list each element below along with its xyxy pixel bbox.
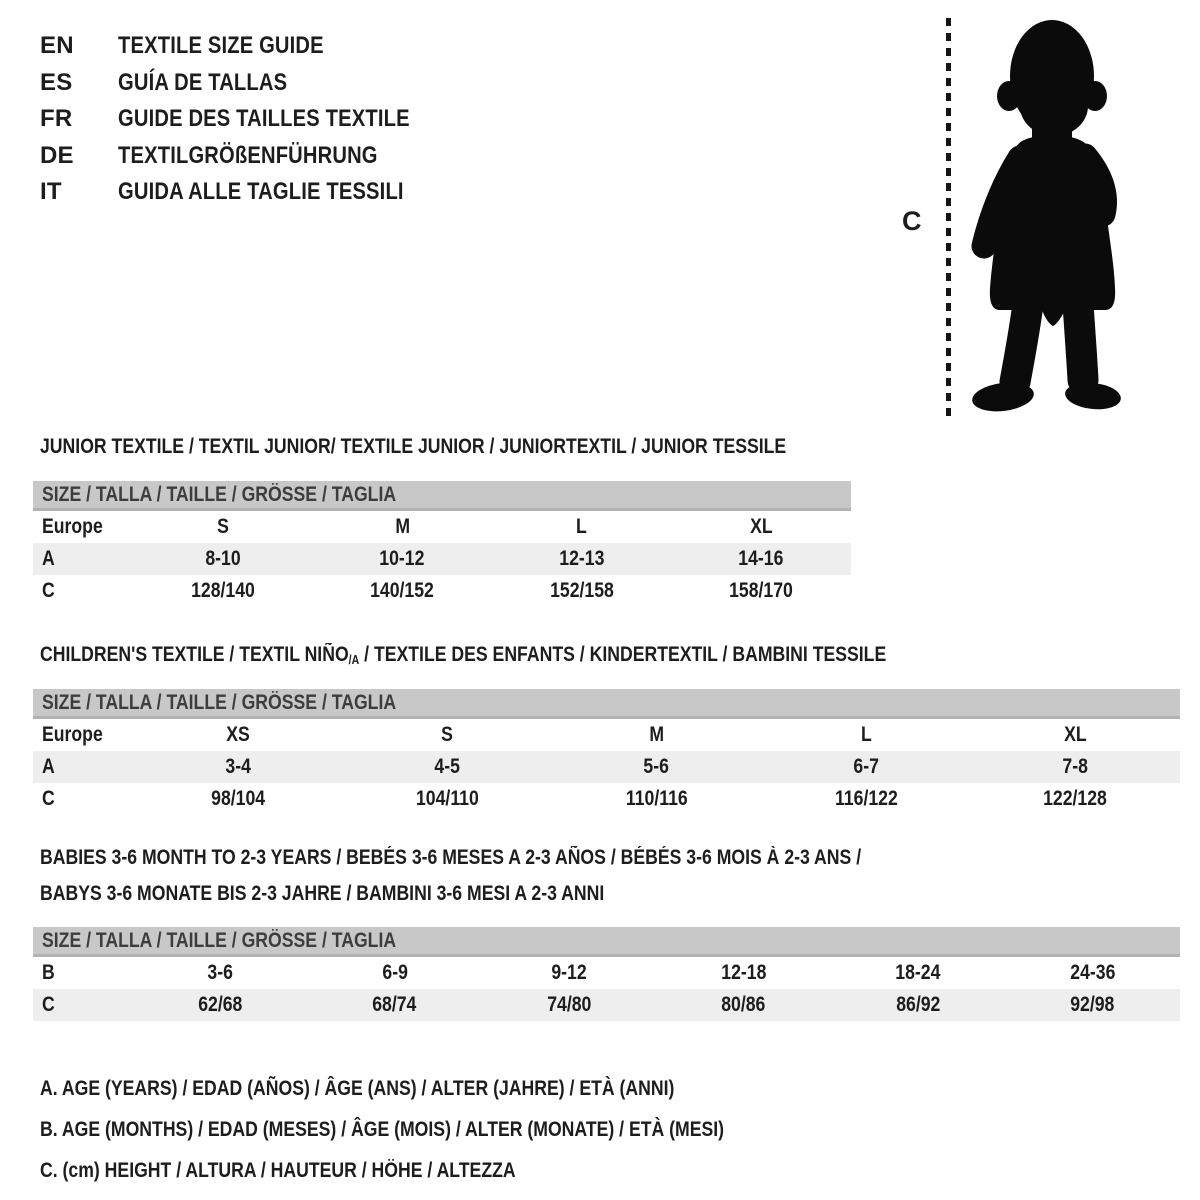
value-cell: 110/116 — [625, 787, 688, 810]
table-row-height — [33, 575, 851, 607]
language-title: TEXTILE SIZE GUIDE — [118, 32, 324, 59]
row-label-cell: Europe — [42, 515, 103, 538]
row-label-cell: A — [42, 547, 55, 570]
size-cell: L — [576, 515, 588, 538]
value-cell: 92/98 — [1070, 993, 1115, 1016]
language-row-es — [40, 65, 465, 102]
language-row-de — [40, 138, 465, 175]
value-cell: 62/68 — [198, 993, 243, 1016]
value-cell: 86/92 — [896, 993, 941, 1016]
value-cell: 158/170 — [729, 579, 794, 602]
language-list — [40, 28, 465, 211]
value-cell: 80/86 — [721, 993, 766, 1016]
value-cell: 74/80 — [547, 993, 592, 1016]
size-header-bar: SIZE / TALLA / TAILLE / GRÖSSE / TAGLIA — [33, 481, 851, 511]
size-header-bar: SIZE / TALLA / TAILLE / GRÖSSE / TAGLIA — [33, 689, 1180, 719]
children-size-table — [33, 689, 1180, 815]
row-label-cell: B — [42, 961, 55, 984]
value-cell: 9-12 — [551, 961, 587, 984]
size-cell: L — [860, 723, 872, 746]
value-cell: 24-36 — [1070, 961, 1116, 984]
row-label-cell: C — [42, 787, 55, 810]
table-row-age — [33, 543, 851, 575]
language-code: IT — [40, 178, 62, 205]
language-code: EN — [40, 32, 74, 59]
value-cell: 3-6 — [207, 961, 233, 984]
junior-section-title: JUNIOR TEXTILE / TEXTIL JUNIOR/ TEXTILE JUNIOR / JUNIORTEXTIL / JUNIOR TESSILE — [40, 435, 787, 458]
leg-left — [1015, 304, 1028, 382]
babies-section-title-line2: BABYS 3-6 MONATE BIS 2-3 JAHRE / BAMBINI 3-6 MESI A 2-3 ANNI — [40, 882, 605, 905]
language-row-en — [40, 28, 465, 65]
language-title: TEXTILGRÖßENFÜHRUNG — [118, 141, 378, 169]
value-cell: 12-18 — [721, 961, 767, 984]
legend-line-b: B. AGE (MONTHS) / EDAD (MESES) / ÂGE (MOIS) / ALTER (MONATE) / ETÀ (MESI) — [40, 1118, 725, 1141]
junior-size-table — [33, 481, 851, 607]
row-label-cell: Europe — [42, 723, 103, 746]
height-measure-label: C — [902, 206, 922, 236]
row-label-cell: A — [42, 755, 55, 778]
table-row-europe — [33, 719, 1180, 751]
language-code: ES — [40, 68, 73, 96]
leg-right — [1078, 304, 1083, 380]
value-cell: 4-5 — [434, 755, 460, 778]
size-cell: XL — [1064, 723, 1087, 746]
language-title: GUÍA DE TALLAS — [118, 68, 288, 96]
value-cell: 7-8 — [1062, 755, 1089, 778]
size-cell: S — [216, 515, 229, 538]
table-row-height — [33, 989, 1180, 1021]
value-cell: 68/74 — [372, 993, 417, 1016]
language-title: GUIDA ALLE TAGLIE TESSILI — [118, 178, 404, 205]
value-cell: 140/152 — [370, 579, 435, 602]
children-section-title: CHILDREN'S TEXTILE / TEXTIL NIÑO/A / TEXTILE DES ENFANTS / KINDERTEXTIL / BAMBINI TESSILE — [40, 643, 887, 667]
legend — [40, 1068, 854, 1191]
value-cell: 3-4 — [224, 755, 251, 778]
language-row-it — [40, 174, 465, 211]
value-cell: 6-9 — [381, 961, 408, 984]
babies-size-table — [33, 927, 1180, 1021]
size-cell: XS — [225, 723, 250, 746]
row-label-cell: C — [42, 993, 55, 1016]
value-cell: 152/158 — [549, 579, 614, 602]
table-row-age — [33, 751, 1180, 783]
legend-line-c: C. (cm) HEIGHT / ALTURA / HAUTEUR / HÖHE / ALTEZZA — [40, 1159, 516, 1182]
value-cell: 12-13 — [559, 547, 605, 570]
babies-section-title-line1: BABIES 3-6 MONTH TO 2-3 YEARS / BEBÉS 3-6 MESES A 2-3 AÑOS / BÉBÉS 3-6 MOIS À 2-3 ANS / — [40, 846, 862, 869]
language-code: FR — [40, 105, 73, 132]
value-cell: 6-7 — [853, 755, 879, 778]
toddler-silhouette-image — [962, 16, 1147, 418]
value-cell: 98/104 — [210, 787, 265, 810]
table-row-age-months — [33, 957, 1180, 989]
value-cell: 8-10 — [205, 547, 241, 570]
value-cell: 14-16 — [738, 547, 784, 570]
value-cell: 116/122 — [834, 787, 898, 810]
value-cell: 128/140 — [190, 579, 255, 602]
language-code: DE — [40, 141, 74, 169]
size-header-bar: SIZE / TALLA / TAILLE / GRÖSSE / TAGLIA — [33, 927, 1180, 957]
language-title: GUIDE DES TAILLES TEXTILE — [118, 105, 410, 132]
row-label-cell: C — [42, 579, 55, 602]
table-row-height — [33, 783, 1180, 815]
size-cell: M — [649, 723, 664, 746]
size-cell: M — [394, 515, 410, 538]
size-cell: XL — [749, 515, 773, 538]
value-cell: 18-24 — [895, 961, 941, 984]
value-cell: 104/110 — [415, 787, 479, 810]
height-measure-dashed-line — [946, 18, 951, 416]
legend-line-a: A. AGE (YEARS) / EDAD (AÑOS) / ÂGE (ANS) / ALTER (JAHRE) / ETÀ (ANNI) — [40, 1077, 675, 1100]
nino-a-subscript: /A — [348, 652, 360, 667]
size-cell: S — [441, 723, 453, 746]
value-cell: 122/128 — [1043, 787, 1108, 810]
table-row-europe — [33, 511, 851, 543]
value-cell: 5-6 — [643, 755, 670, 778]
value-cell: 10-12 — [379, 547, 425, 570]
language-row-fr — [40, 101, 465, 138]
